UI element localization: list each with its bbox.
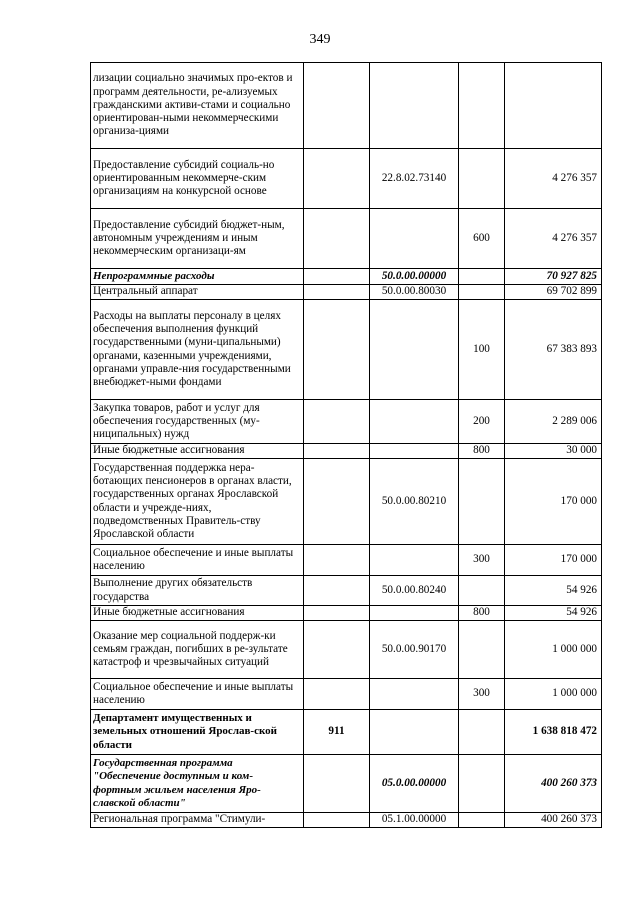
row-target-code-cell: 22.8.02.73140 xyxy=(370,149,459,209)
row-amount-cell xyxy=(505,63,602,149)
row-amount-cell: 400 260 373 xyxy=(505,813,602,828)
table-row xyxy=(91,209,602,269)
row-department-cell xyxy=(304,545,370,576)
row-target-code-cell xyxy=(370,606,459,621)
table-row xyxy=(91,755,602,813)
row-expense-type-cell xyxy=(459,710,505,755)
row-amount-cell: 1 638 818 472 xyxy=(505,710,602,755)
row-name-cell: лизации социально значимых про-ектов и программ деятельности, ре-ализуемых гражданскими активи-стами и социально ориентирован-ными некоммерческими организа-циями xyxy=(91,63,304,149)
row-expense-type-cell: 300 xyxy=(459,545,505,576)
row-amount-cell: 1 000 000 xyxy=(505,621,602,679)
row-expense-type-cell xyxy=(459,63,505,149)
row-name-cell: Иные бюджетные ассигнования xyxy=(91,606,304,621)
row-expense-type-cell: 600 xyxy=(459,209,505,269)
row-expense-type-cell xyxy=(459,755,505,813)
row-target-code-cell: 05.1.00.00000 xyxy=(370,813,459,828)
row-name-cell: Закупка товаров, работ и услуг для обеспечения государственных (му-ниципальных) нужд xyxy=(91,400,304,444)
table-row xyxy=(91,621,602,679)
budget-table-body xyxy=(91,63,602,828)
row-expense-type-cell xyxy=(459,459,505,545)
row-department-cell xyxy=(304,444,370,459)
row-amount-cell: 170 000 xyxy=(505,545,602,576)
budget-table xyxy=(90,62,602,828)
row-expense-type-cell xyxy=(459,576,505,606)
row-name-cell: Социальное обеспечение и иные выплаты населению xyxy=(91,679,304,710)
row-name-cell: Государственная программа "Обеспечение доступным и ком-фортным жильем населения Яро-славской области" xyxy=(91,755,304,813)
table-row xyxy=(91,710,602,755)
row-department-cell xyxy=(304,300,370,400)
row-target-code-cell xyxy=(370,444,459,459)
table-row xyxy=(91,459,602,545)
row-name-cell: Социальное обеспечение и иные выплаты населению xyxy=(91,545,304,576)
row-target-code-cell xyxy=(370,63,459,149)
row-name-cell: Предоставление субсидий социаль-но ориентированным некоммерче-ским организациям на конкурсной основе xyxy=(91,149,304,209)
row-amount-cell: 54 926 xyxy=(505,606,602,621)
row-name-cell: Непрограммные расходы xyxy=(91,269,304,285)
table-row xyxy=(91,285,602,300)
row-department-cell xyxy=(304,459,370,545)
table-row xyxy=(91,679,602,710)
table-row xyxy=(91,813,602,828)
page-number: 349 xyxy=(309,32,331,47)
row-department-cell xyxy=(304,813,370,828)
row-target-code-cell xyxy=(370,300,459,400)
row-target-code-cell: 05.0.00.00000 xyxy=(370,755,459,813)
row-amount-cell: 4 276 357 xyxy=(505,209,602,269)
row-name-cell: Иные бюджетные ассигнования xyxy=(91,444,304,459)
row-department-cell xyxy=(304,400,370,444)
table-row xyxy=(91,63,602,149)
row-target-code-cell: 50.0.00.80240 xyxy=(370,576,459,606)
row-target-code-cell: 50.0.00.90170 xyxy=(370,621,459,679)
row-name-cell: Оказание мер социальной поддерж-ки семьям граждан, погибших в ре-зультате катастроф и чрезвычайных ситуаций xyxy=(91,621,304,679)
row-target-code-cell: 50.0.00.80030 xyxy=(370,285,459,300)
table-row xyxy=(91,300,602,400)
row-amount-cell: 69 702 899 xyxy=(505,285,602,300)
row-department-cell xyxy=(304,269,370,285)
row-department-cell xyxy=(304,755,370,813)
row-amount-cell: 400 260 373 xyxy=(505,755,602,813)
row-expense-type-cell: 800 xyxy=(459,444,505,459)
row-name-cell: Расходы на выплаты персоналу в целях обеспечения выполнения функций государственными (муни-ципальными) органами, казенными учреждениями, органами управле-ния государственными внебюджет-ными фондами xyxy=(91,300,304,400)
table-row xyxy=(91,576,602,606)
row-amount-cell: 54 926 xyxy=(505,576,602,606)
row-department-cell xyxy=(304,576,370,606)
table-row xyxy=(91,269,602,285)
row-department-cell xyxy=(304,149,370,209)
row-department-cell xyxy=(304,285,370,300)
row-amount-cell: 67 383 893 xyxy=(505,300,602,400)
row-target-code-cell xyxy=(370,400,459,444)
row-name-cell: Центральный аппарат xyxy=(91,285,304,300)
table-row xyxy=(91,545,602,576)
row-department-cell xyxy=(304,621,370,679)
row-amount-cell: 1 000 000 xyxy=(505,679,602,710)
row-expense-type-cell xyxy=(459,621,505,679)
row-target-code-cell xyxy=(370,679,459,710)
row-expense-type-cell: 800 xyxy=(459,606,505,621)
row-target-code-cell xyxy=(370,710,459,755)
row-target-code-cell xyxy=(370,545,459,576)
row-department-cell xyxy=(304,679,370,710)
table-row xyxy=(91,444,602,459)
row-amount-cell: 170 000 xyxy=(505,459,602,545)
row-name-cell: Региональная программа "Стимули- xyxy=(91,813,304,828)
row-name-cell: Выполнение других обязательств государства xyxy=(91,576,304,606)
row-expense-type-cell xyxy=(459,269,505,285)
row-expense-type-cell xyxy=(459,285,505,300)
row-target-code-cell xyxy=(370,209,459,269)
row-name-cell: Департамент имущественных и земельных отношений Ярослав-ской области xyxy=(91,710,304,755)
row-name-cell: Государственная поддержка нера-ботающих пенсионеров в органах власти, государственных органах Ярославской области и учрежде-ниях, подведомственных Правитель-ству Ярославской области xyxy=(91,459,304,545)
row-department-cell xyxy=(304,63,370,149)
table-row xyxy=(91,400,602,444)
row-department-cell xyxy=(304,209,370,269)
row-target-code-cell: 50.0.00.80210 xyxy=(370,459,459,545)
row-amount-cell: 70 927 825 xyxy=(505,269,602,285)
row-expense-type-cell: 200 xyxy=(459,400,505,444)
row-expense-type-cell: 100 xyxy=(459,300,505,400)
row-expense-type-cell xyxy=(459,813,505,828)
table-row xyxy=(91,606,602,621)
row-department-cell xyxy=(304,606,370,621)
row-expense-type-cell: 300 xyxy=(459,679,505,710)
table-row xyxy=(91,149,602,209)
row-amount-cell: 4 276 357 xyxy=(505,149,602,209)
row-target-code-cell: 50.0.00.00000 xyxy=(370,269,459,285)
row-name-cell: Предоставление субсидий бюджет-ным, автономным учреждениям и иным некоммерческим организаци-ям xyxy=(91,209,304,269)
row-amount-cell: 30 000 xyxy=(505,444,602,459)
row-expense-type-cell xyxy=(459,149,505,209)
row-department-cell: 911 xyxy=(304,710,370,755)
row-amount-cell: 2 289 006 xyxy=(505,400,602,444)
